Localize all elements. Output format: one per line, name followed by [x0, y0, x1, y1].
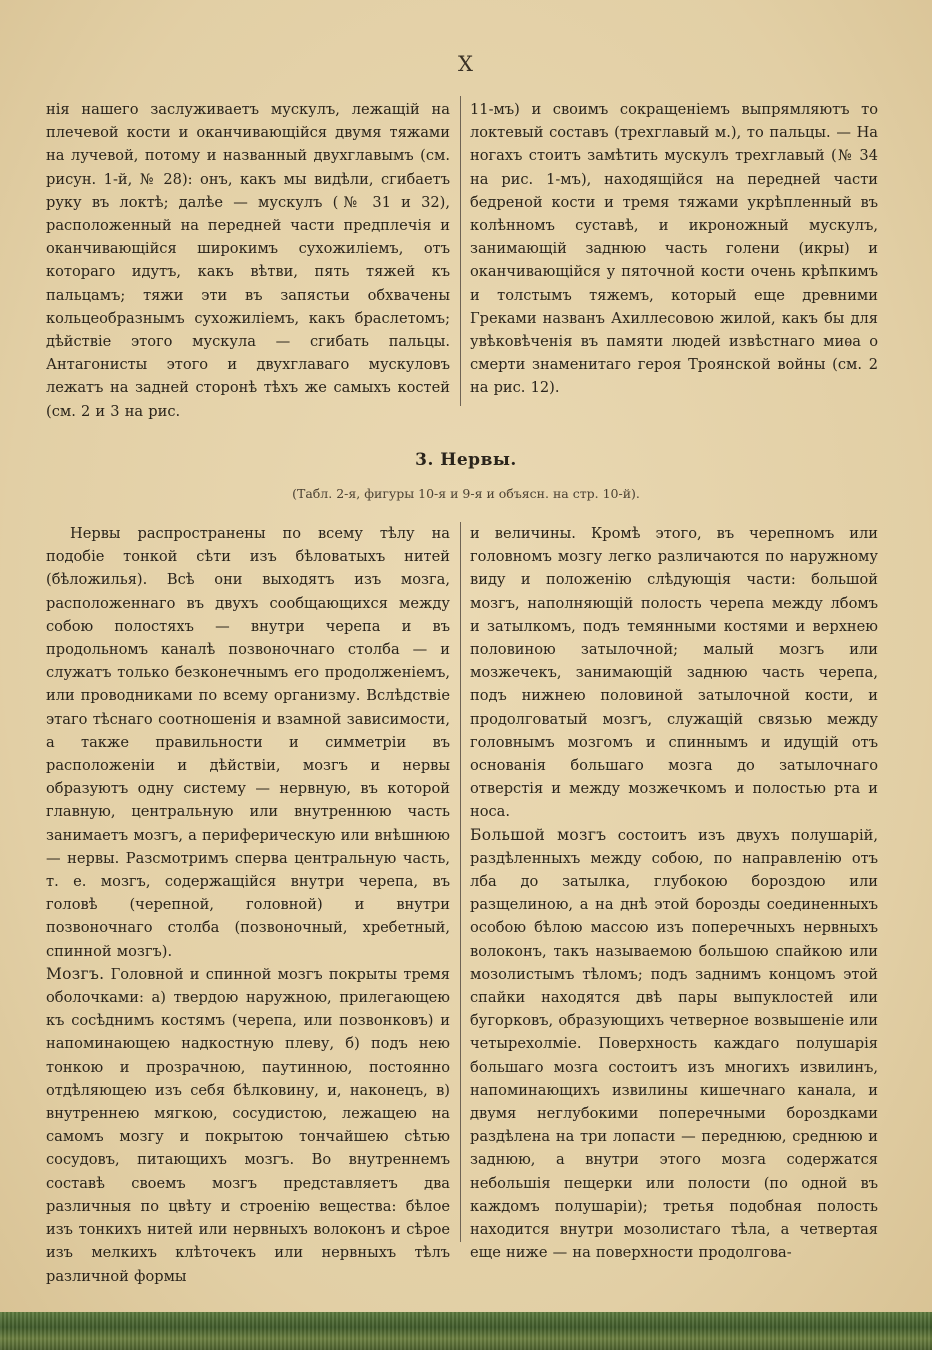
brain-paragraph-text: Головной и спинной мозгъ покрыты тремя оболочками: а) твердою наружною, прилегающею къ сосѣднимъ костямъ (черепа, или позвонковъ) и напоминающею надкостную плеву, б) подъ нею тонкою и прозрачною, паутинною, постоянно отдѣляющею изъ себя бѣлковину, и, наконецъ, в) внутреннею мягкою, сосудистою, лежащею на самомъ мозгу и покрытою тончайшею сѣтью сосудовъ, питающихъ мозгъ. Во внутреннемъ составѣ своемъ мозгъ представляетъ два различныя по цвѣту и строенію вещества: бѣлое изъ тонкихъ нитей или нервныхъ волоконъ и сѣрое изъ мелкихъ клѣточекъ или нервныхъ тѣлъ различной формы — [46, 965, 450, 1285]
cerebrum-lead-word: Большой мозгъ — [470, 825, 607, 844]
page-bottom-edge-texture — [0, 1312, 932, 1350]
top-left-paragraph: нія нашего заслуживаетъ мускулъ, лежащій на плечевой кости и оканчивающійся двумя тяжами на лучевой, потому и названный двухглавымъ (см. рисун. 1-й, № 28): онъ, какъ мы видѣли, сгибаетъ руку въ локтѣ; далѣе — мускулъ (№ 31 и 32), расположенный на передней части предплечія и оканчивающійся широкимъ сухожиліемъ, отъ котораго идутъ, какъ вѣтви, пять тяжей къ пальцамъ; тяжи эти въ запястьи обхвачены кольцеобразнымъ сухожиліемъ, какъ браслетомъ; дѣйствіе этого мускула — сгибать пальцы. Антагонисты этого и двухглаваго мускуловъ лежатъ на задней сторонѣ тѣхъ же самыхъ костей (см. 2 и 3 на рис. — [46, 101, 450, 420]
bottom-left-column — [46, 522, 450, 1285]
top-right-column — [470, 98, 878, 410]
top-left-column — [46, 98, 450, 420]
cerebrum-paragraph — [470, 824, 878, 1265]
section-reference: (Табл. 2-я, фигуры 10-я и 9-я и объясн. на стр. 10-й). — [292, 486, 640, 501]
column-divider-top — [460, 96, 461, 406]
page-number: X — [458, 52, 474, 76]
brain-lead-word: Мозгъ. — [46, 964, 105, 983]
column-divider-bottom — [460, 522, 461, 1242]
top-right-paragraph: 11-мъ) и своимъ сокращеніемъ выпрямляютъ то локтевый составъ (трехглавый м.), то пальцы. — На ногахъ стоитъ замѣтить мускулъ трехглавый (№ 34 на рис. 1-мъ), находящійся на передней части бедреной кости и тремя тяжами укрѣпленный въ колѣнномъ суставѣ, и икроножный мускулъ, занимающій заднюю часть голени (икры) и оканчивающійся у пяточной кости очень крѣпкимъ и толстымъ тяжемъ, который еще древними Греками названъ Ахиллесовою жилой, какъ бы для увѣковѣченія въ памяти людей извѣстнаго миѳа о смерти знаменитаго героя Троянской войны (см. 2 на рис. 12). — [470, 101, 878, 397]
cerebrum-paragraph-text: состоитъ изъ двухъ полушарій, раздѣленныхъ между собою, по направленію отъ лба до затылка, глубокою бороздою или разщелиною, а на днѣ этой борозды соединенныхъ особою бѣлою массою изъ поперечныхъ нервныхъ волоконъ, такъ называемою большою спайкою или мозолистымъ тѣломъ; подъ заднимъ концомъ этой спайки находятся двѣ пары выпуклостей или бугорковъ, образующихъ четверное возвышеніе или четырехолміе. Поверхность каждаго полушарія большаго мозга состоитъ изъ многихъ извилинъ, напоминающихъ извилины кишечнаго канала, и двумя неглубокими поперечными бороздками раздѣлена на три лопасти — переднюю, среднюю и заднюю, а внутри этого мозга содержатся небольшія пещерки или полости (по одной въ каждомъ полушаріи); третья подобная полость находится внутри мозолистаго тѣла, а четвертая еще ниже — на поверхности продолгова- — [470, 826, 878, 1262]
brain-parts-paragraph: и величины. Кромѣ этого, въ черепномъ или головномъ мозгу легко различаются по наружному виду и положенію слѣдующія части: большой мозгъ, наполняющій полость черепа между лбомъ и затылкомъ, подъ темянными костями и верхнею половиною затылочной; малый мозгъ или мозжечекъ, занимающій заднюю часть черепа, подъ нижнею половиной затылочной кости, и продолговатый мозгъ, служащій связью между головнымъ мозгомъ и спиннымъ и идущій отъ основанія большаго мозга до затылочнаго отверстія и между мозжечкомъ и полостью рта и носа. — [470, 525, 878, 821]
brain-paragraph — [46, 963, 450, 1288]
section-title: 3. Нервы. — [415, 450, 517, 470]
bottom-right-column — [470, 522, 878, 1262]
nerves-intro-paragraph: Нервы распространены по всему тѣлу на подобіе тонкой сѣти изъ бѣловатыхъ нитей (бѣложилья). Всѣ они выходятъ изъ мозга, расположеннаго въ двухъ сообщающихся между собою полостяхъ — внутри черепа и въ продольномъ каналѣ позвоночнаго столба — и служатъ только безконечнымъ его продолженіемъ, или проводниками по всему организму. Вслѣдствіе этаго тѣснаго соотношенія и взамной зависимости, а также правильности и симметріи въ расположеніи и дѣйствіи, мозгъ и нервы образуютъ одну систему — нервную, въ которой главную, центральную или внутреннюю часть занимаетъ мозгъ, а периферическую или внѣшнюю — нервы. Разсмотримъ сперва центральную часть, т. е. мозгъ, содержащійся внутри черепа, въ головѣ (черепной, головной) и внутри позвоночнаго столба (позвоночный, хребетный, спинной мозгъ). — [46, 525, 450, 960]
